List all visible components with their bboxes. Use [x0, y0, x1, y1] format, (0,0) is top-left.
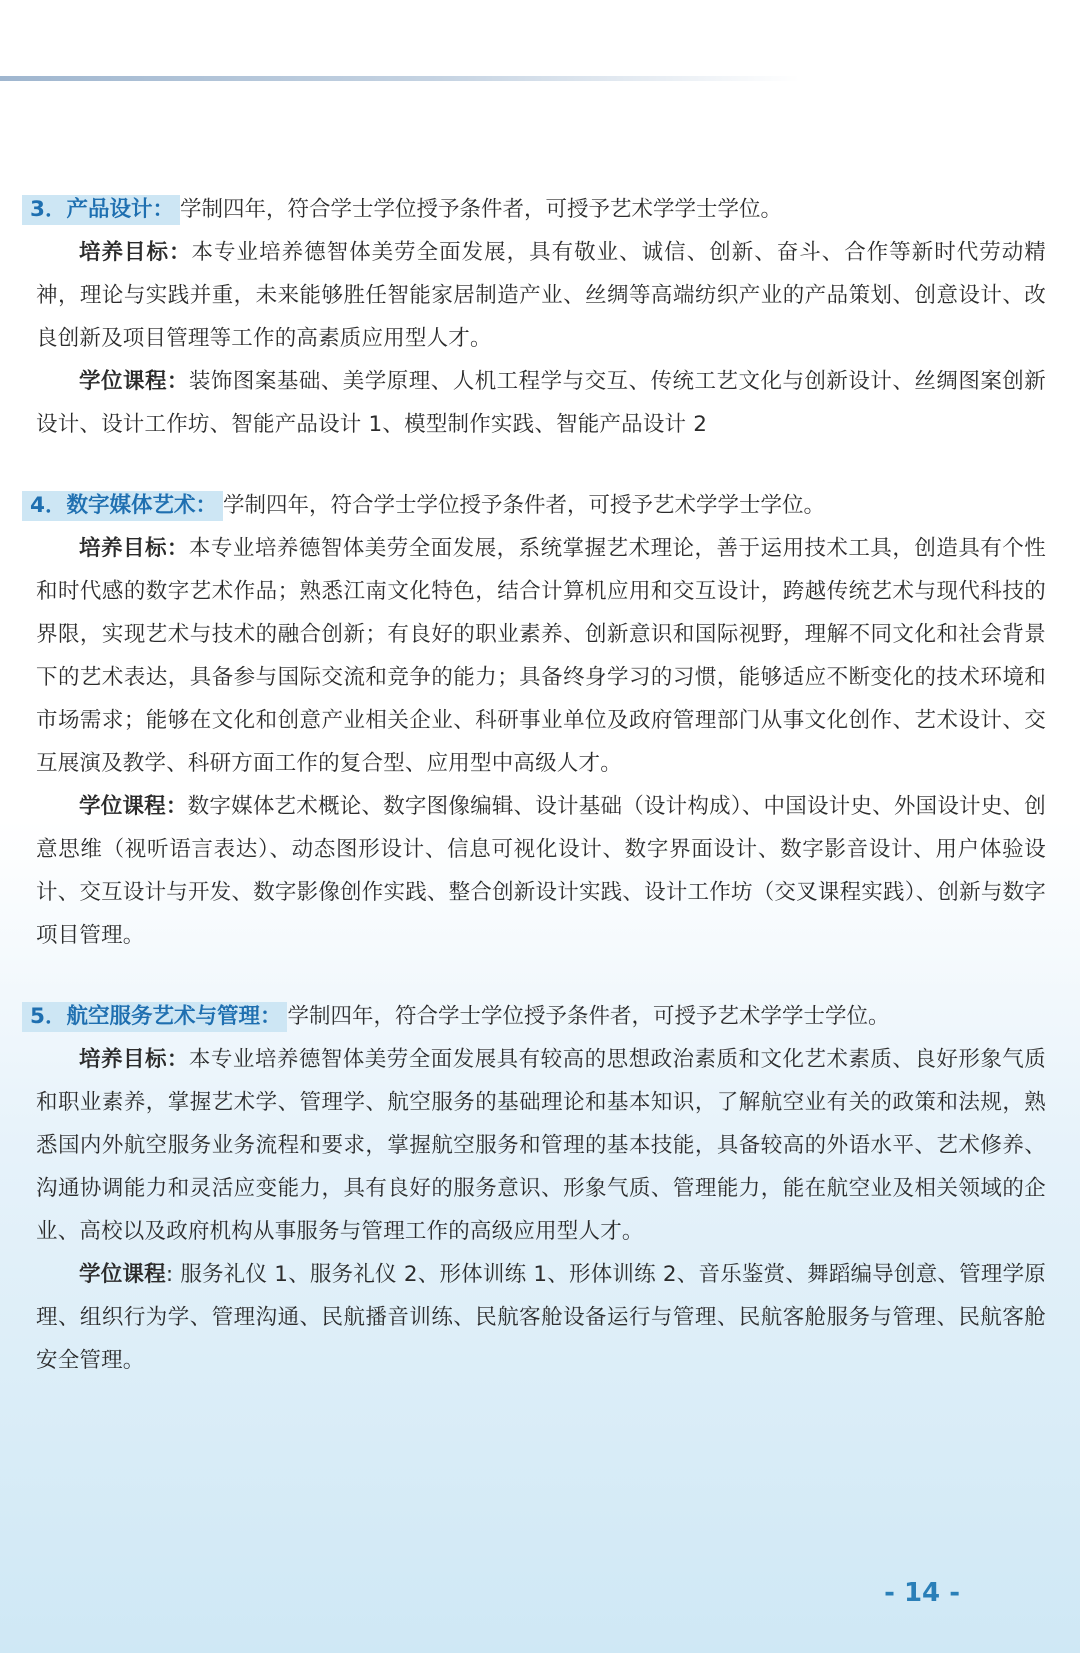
major-title: 3．产品设计：	[22, 195, 180, 225]
degree-courses-paragraph	[36, 360, 1046, 446]
degree-courses-label: 学位课程	[79, 1262, 166, 1287]
degree-courses-paragraph	[36, 1253, 1046, 1382]
section-heading	[30, 484, 1046, 527]
degree-courses-paragraph	[36, 785, 1046, 957]
major-title: 4．数字媒体艺术：	[22, 491, 223, 521]
major-section-product-design	[30, 188, 1046, 446]
training-goal-text: 本专业培养德智体美劳全面发展，具有敬业、诚信、创新、奋斗、合作等新时代劳动精神，理论与实践并重，未来能够胜任智能家居制造产业、丝绸等高端纺织产业的产品策划、创意设计、改良创新及项目管理等工作的高素质应用型人才。	[36, 240, 1046, 351]
degree-info: 学制四年，符合学士学位授予条件者，可授予艺术学学士学位。	[287, 1004, 890, 1029]
degree-courses-text: 数字媒体艺术概论、数字图像编辑、设计基础（设计构成）、中国设计史、外国设计史、创意思维（视听语言表达）、动态图形设计、信息可视化设计、数字界面设计、数字影音设计、用户体验设计、交互设计与开发、数字影像创作实践、整合创新设计实践、设计工作坊（交叉课程实践）、创新与数字项目管理。	[36, 794, 1046, 948]
degree-courses-text: : 服务礼仪 1、服务礼仪 2、形体训练 1、形体训练 2、音乐鉴赏、舞蹈编导创意、管理学原理、组织行为学、管理沟通、民航播音训练、民航客舱设备运行与管理、民航客舱服务与管理、民航客舱安全管理。	[36, 1262, 1046, 1373]
training-goal-text: 本专业培养德智体美劳全面发展具有较高的思想政治素质和文化艺术素质、良好形象气质和职业素养，掌握艺术学、管理学、航空服务的基础理论和基本知识，了解航空业有关的政策和法规，熟悉国内外航空服务业务流程和要求，掌握航空服务和管理的基本技能，具备较高的外语水平、艺术修养、沟通协调能力和灵活应变能力，具有良好的服务意识、形象气质、管理能力，能在航空业及相关领域的企业、高校以及政府机构从事服务与管理工作的高级应用型人才。	[36, 1047, 1046, 1244]
training-goal-label: 培养目标：	[79, 1047, 189, 1072]
degree-info: 学制四年，符合学士学位授予条件者，可授予艺术学学士学位。	[222, 493, 825, 518]
section-heading	[30, 188, 1046, 231]
training-goal-paragraph	[36, 1038, 1046, 1253]
training-goal-label: 培养目标：	[79, 536, 189, 561]
major-section-digital-media-art	[30, 484, 1046, 957]
training-goal-paragraph	[36, 527, 1046, 785]
degree-courses-text: 装饰图案基础、美学原理、人机工程学与交互、传统工艺文化与创新设计、丝绸图案创新设计、设计工作坊、智能产品设计 1、模型制作实践、智能产品设计 2	[36, 369, 1046, 437]
training-goal-paragraph	[36, 231, 1046, 360]
training-goal-text: 本专业培养德智体美劳全面发展，系统掌握艺术理论，善于运用技术工具，创造具有个性和时代感的数字艺术作品；熟悉江南文化特色，结合计算机应用和交互设计，跨越传统艺术与现代科技的界限，实现艺术与技术的融合创新；有良好的职业素养、创新意识和国际视野，理解不同文化和社会背景下的艺术表达，具备参与国际交流和竞争的能力；具备终身学习的习惯，能够适应不断变化的技术环境和市场需求；能够在文化和创意产业相关企业、科研事业单位及政府管理部门从事文化创作、艺术设计、交互展演及教学、科研方面工作的复合型、应用型中高级人才。	[36, 536, 1046, 776]
training-goal-label: 培养目标：	[79, 240, 192, 265]
top-decorative-rule	[0, 76, 800, 81]
page-number: - 14 -	[884, 1578, 960, 1608]
degree-info: 学制四年，符合学士学位授予条件者，可授予艺术学学士学位。	[179, 197, 782, 222]
major-title: 5．航空服务艺术与管理：	[22, 1002, 287, 1032]
section-heading	[30, 995, 1046, 1038]
document-body	[30, 188, 1046, 1420]
degree-courses-label: 学位课程：	[79, 369, 189, 394]
major-section-aviation-service	[30, 995, 1046, 1382]
degree-courses-label: 学位课程：	[79, 794, 188, 819]
